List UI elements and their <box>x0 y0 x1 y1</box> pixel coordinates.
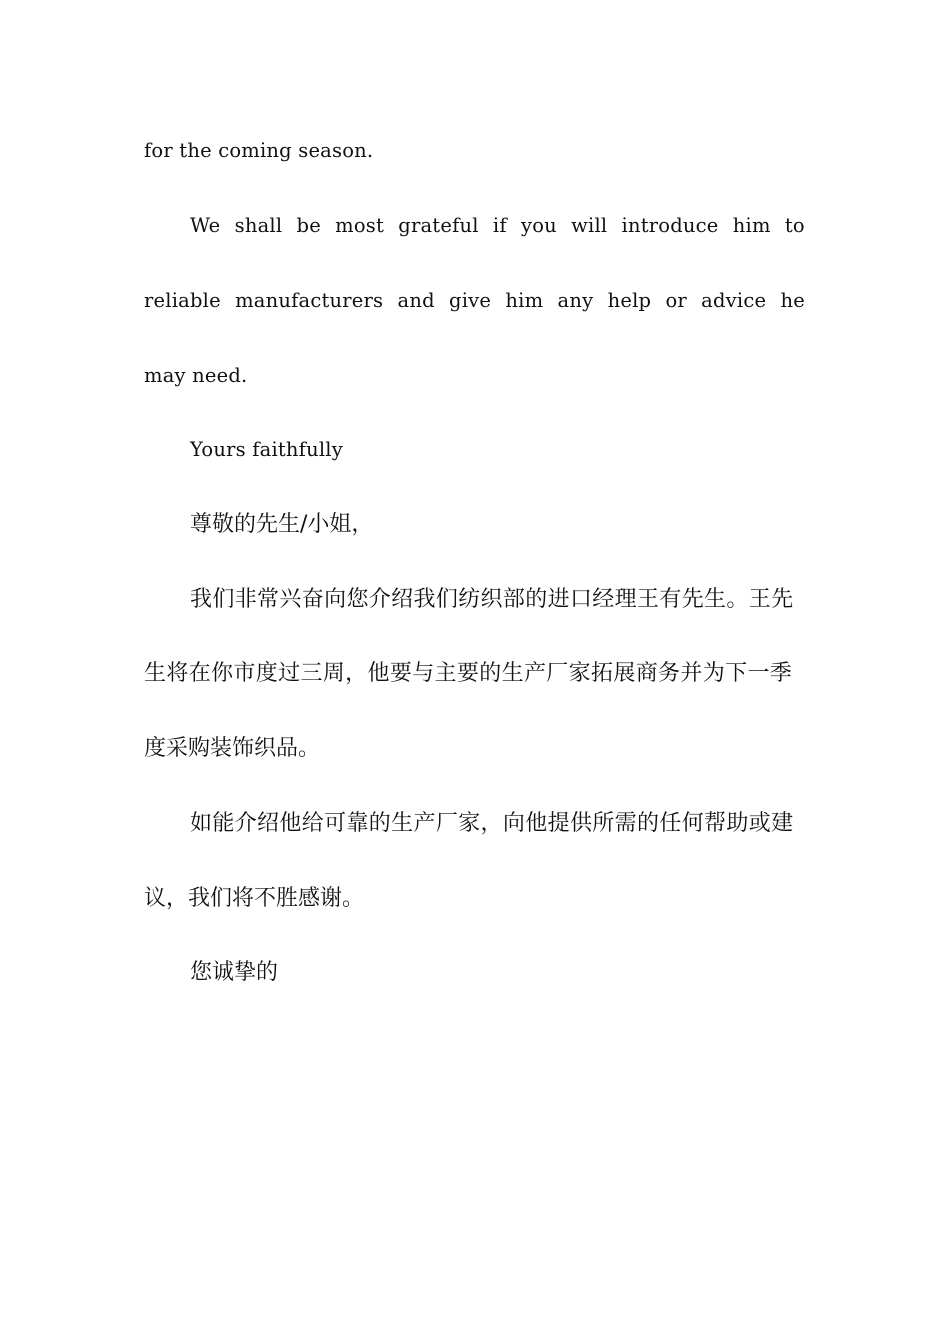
word: manufacturers <box>235 289 384 312</box>
word: most <box>335 214 385 237</box>
letter-line: 议，我们将不胜感谢。 <box>144 886 365 911</box>
closing-en: Yours faithfully <box>190 438 343 461</box>
closing-zh: 您诚挚的 <box>190 960 279 985</box>
salutation-zh: 尊敬的先生/小姐， <box>190 512 374 537</box>
word: grateful <box>398 214 479 237</box>
word: you <box>520 214 557 237</box>
letter-line: 如能介绍他给可靠的生产厂家，向他提供所需的任何帮助或建 <box>190 811 794 836</box>
letter-line <box>144 281 805 321</box>
letter-line: may need. <box>144 364 248 387</box>
word: shall <box>234 214 283 237</box>
word: advice <box>701 289 767 312</box>
word: introduce <box>621 214 719 237</box>
word: help <box>607 289 652 312</box>
word: to <box>784 214 805 237</box>
letter-line: 度采购装饰织品。 <box>144 736 321 761</box>
letter-line: 生将在你市度过三周，他要与主要的生产厂家拓展商务并为下一季 <box>144 661 793 686</box>
letter-line: for the coming season. <box>144 139 374 162</box>
word: We <box>190 214 221 237</box>
word: give <box>449 289 492 312</box>
letter-line: 我们非常兴奋向您介绍我们纺织部的进口经理王有先生。王先 <box>190 587 794 612</box>
word: him <box>732 214 771 237</box>
word: will <box>571 214 608 237</box>
word: any <box>557 289 594 312</box>
word: him <box>505 289 544 312</box>
letter-line <box>190 206 805 246</box>
word: and <box>397 289 435 312</box>
word: or <box>665 289 687 312</box>
word: if <box>492 214 507 237</box>
word: reliable <box>144 289 221 312</box>
word: he <box>780 289 805 312</box>
word: be <box>296 214 321 237</box>
